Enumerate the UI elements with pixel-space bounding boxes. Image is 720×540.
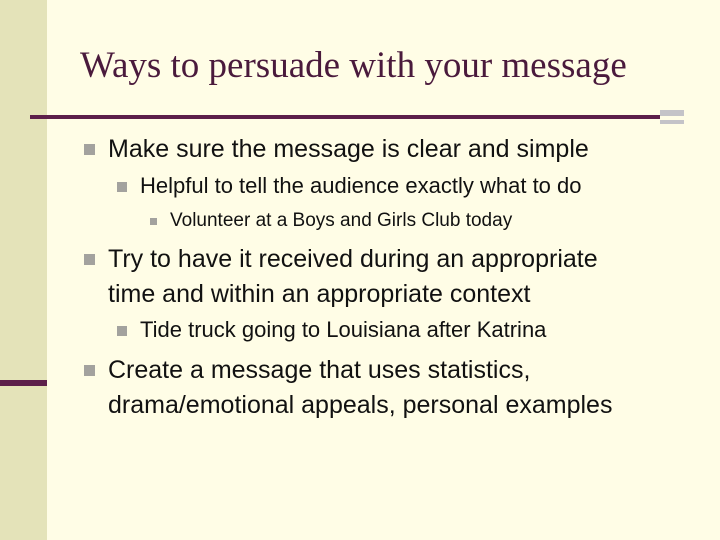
square-bullet-icon (150, 218, 157, 225)
left-accent-bar (0, 380, 47, 386)
square-bullet-icon (84, 144, 95, 155)
bullet-text-line2: time and within an appropriate context (108, 280, 531, 308)
sub-bullet-text: Helpful to tell the audience exactly what to do (140, 173, 582, 198)
slide-title: Ways to persuade with your message (80, 45, 627, 86)
bullet-text-line1: Create a message that uses statistics, (108, 356, 531, 384)
sub-bullet-text: Tide truck going to Louisiana after Katrina (140, 317, 547, 342)
sub-sub-bullet-text: Volunteer at a Boys and Girls Club today (170, 210, 513, 231)
bullet-text-line2: drama/emotional appeals, personal examples (108, 391, 613, 419)
square-bullet-icon (84, 254, 95, 265)
title-divider-accent (660, 110, 684, 116)
left-band (0, 0, 47, 540)
bullet-text: Make sure the message is clear and simple (108, 135, 589, 163)
square-bullet-icon (117, 182, 127, 192)
square-bullet-icon (84, 365, 95, 376)
title-divider (30, 115, 660, 119)
title-divider-accent-lower (660, 120, 684, 124)
bullet-text-line1: Try to have it received during an appropriate (108, 245, 598, 273)
square-bullet-icon (117, 326, 127, 336)
